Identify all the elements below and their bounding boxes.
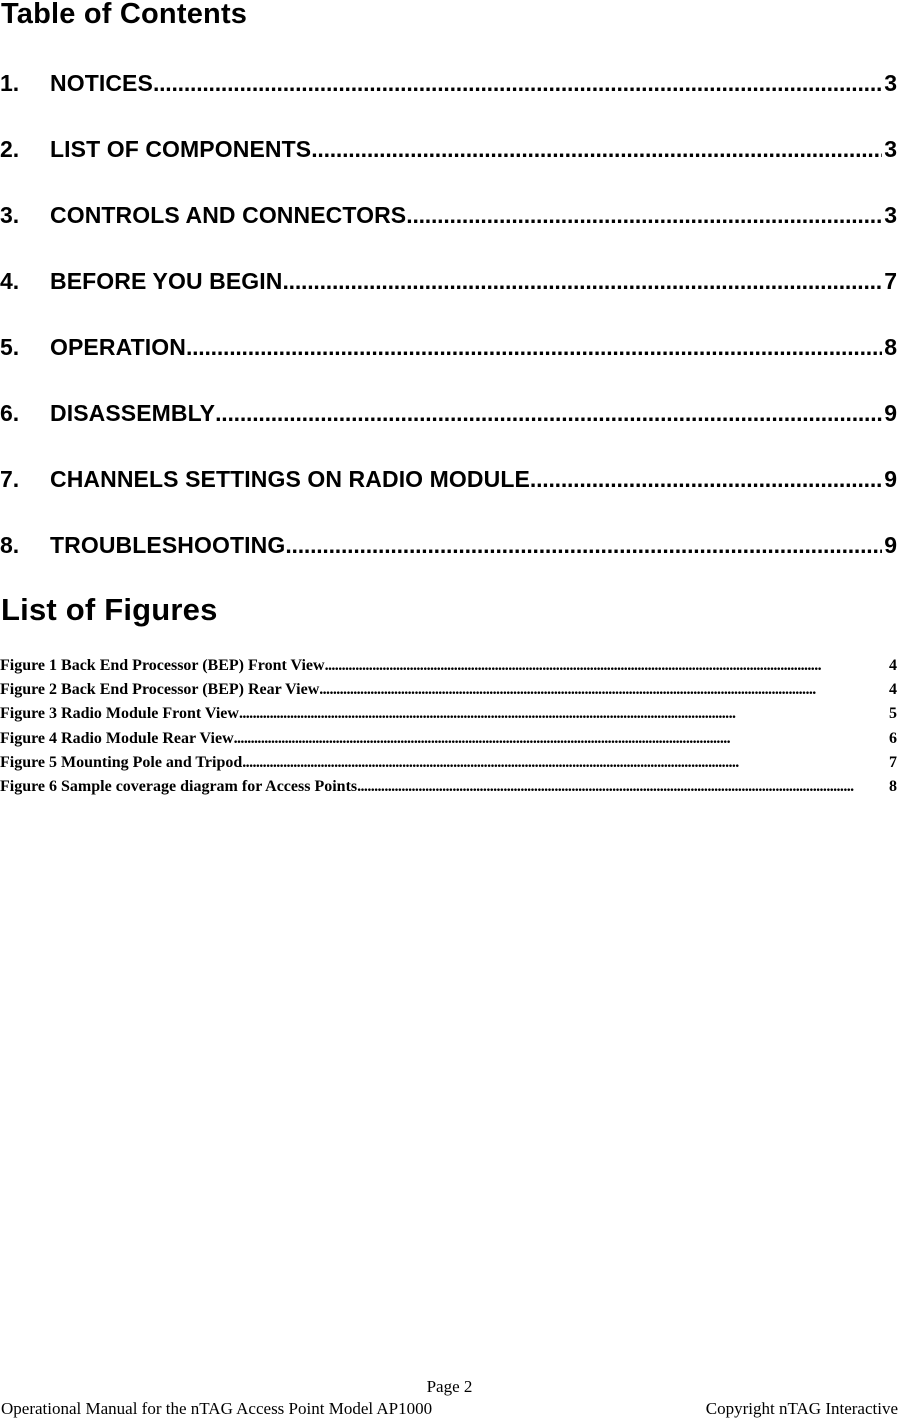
dot-leader xyxy=(153,66,882,100)
toc-entry-page: 7 xyxy=(884,268,897,294)
dot-leader xyxy=(239,702,883,726)
toc-entry-page: 3 xyxy=(884,70,897,96)
toc-entry-number: 1. xyxy=(0,70,20,96)
figure-entry-page: 4 xyxy=(889,657,897,674)
figure-entry-1[interactable] xyxy=(0,654,897,678)
toc-entry-title: DISASSEMBLY xyxy=(50,400,216,426)
dot-leader xyxy=(242,751,883,775)
footer-page-number: Page 2 xyxy=(426,1377,473,1396)
toc-entry-title: NOTICES xyxy=(50,70,153,96)
toc-entry-notices[interactable] xyxy=(0,66,897,132)
list-of-figures-heading: List of Figures xyxy=(1,592,218,627)
dot-leader xyxy=(311,132,882,166)
dot-leader xyxy=(325,654,883,678)
toc-entry-page: 3 xyxy=(884,136,897,162)
toc-entry-number: 3. xyxy=(0,202,20,228)
figure-entry-page: 7 xyxy=(889,753,897,771)
dot-leader xyxy=(215,396,882,430)
figure-entry-2[interactable] xyxy=(0,678,897,702)
figure-entry-3[interactable] xyxy=(0,702,897,726)
toc-entry-title: BEFORE YOU BEGIN xyxy=(50,268,283,294)
dot-leader xyxy=(285,528,882,562)
dot-leader xyxy=(319,678,883,702)
toc-entry-number: 7. xyxy=(0,466,20,492)
list-of-figures xyxy=(0,654,897,799)
figure-entry-page: 6 xyxy=(889,729,897,747)
figure-entry-4[interactable] xyxy=(0,727,897,751)
toc-entry-controls-and-connectors[interactable] xyxy=(0,198,897,264)
figure-entry-title: Figure 1 Back End Processor (BEP) Front View xyxy=(0,657,325,674)
toc-entry-operation[interactable] xyxy=(0,330,897,396)
footer-copyright: Copyright nTAG Interactive xyxy=(705,1399,898,1418)
toc-entry-page: 9 xyxy=(884,532,897,558)
dot-leader xyxy=(186,330,882,364)
toc-entry-number: 8. xyxy=(0,532,20,558)
dot-leader xyxy=(406,198,882,232)
toc-list xyxy=(0,66,897,594)
figure-entry-title: Figure 4 Radio Module Rear View xyxy=(0,729,234,747)
figure-entry-page: 4 xyxy=(889,681,897,699)
toc-entry-page: 9 xyxy=(884,466,897,492)
figure-entry-title: Figure 3 Radio Module Front View xyxy=(0,705,239,723)
figure-entry-title: Figure 2 Back End Processor (BEP) Rear View xyxy=(0,681,320,699)
toc-entry-number: 6. xyxy=(0,400,20,426)
toc-entry-title: TROUBLESHOOTING xyxy=(50,532,286,558)
toc-entry-page: 3 xyxy=(884,202,897,228)
toc-entry-channels-settings[interactable] xyxy=(0,462,897,528)
toc-entry-list-of-components[interactable] xyxy=(0,132,897,198)
toc-heading: Table of Contents xyxy=(1,0,248,30)
figure-entry-title: Figure 5 Mounting Pole and Tripod xyxy=(0,753,243,771)
figure-entry-page: 8 xyxy=(889,777,897,795)
toc-entry-page: 8 xyxy=(884,334,897,360)
toc-entry-title: OPERATION xyxy=(50,334,186,360)
toc-entry-number: 2. xyxy=(0,136,20,162)
dot-leader xyxy=(234,727,883,751)
figure-entry-6[interactable] xyxy=(0,775,897,799)
dot-leader xyxy=(530,462,882,496)
footer-manual-title: Operational Manual for the nTAG Access Point Model AP1000 xyxy=(1,1399,433,1418)
toc-entry-title: CHANNELS SETTINGS ON RADIO MODULE xyxy=(50,466,530,492)
toc-entry-title: LIST OF COMPONENTS xyxy=(50,136,312,162)
toc-entry-page: 9 xyxy=(884,400,897,426)
toc-entry-before-you-begin[interactable] xyxy=(0,264,897,330)
figure-entry-title: Figure 6 Sample coverage diagram for Access Points xyxy=(0,777,358,795)
figure-entry-5[interactable] xyxy=(0,751,897,775)
toc-entry-number: 5. xyxy=(0,334,20,360)
figure-entry-page: 5 xyxy=(889,705,897,723)
toc-entry-disassembly[interactable] xyxy=(0,396,897,462)
toc-entry-troubleshooting[interactable] xyxy=(0,528,897,594)
toc-entry-title: CONTROLS AND CONNECTORS xyxy=(50,202,407,228)
dot-leader xyxy=(357,775,883,799)
toc-entry-number: 4. xyxy=(0,268,20,294)
dot-leader xyxy=(283,264,883,298)
